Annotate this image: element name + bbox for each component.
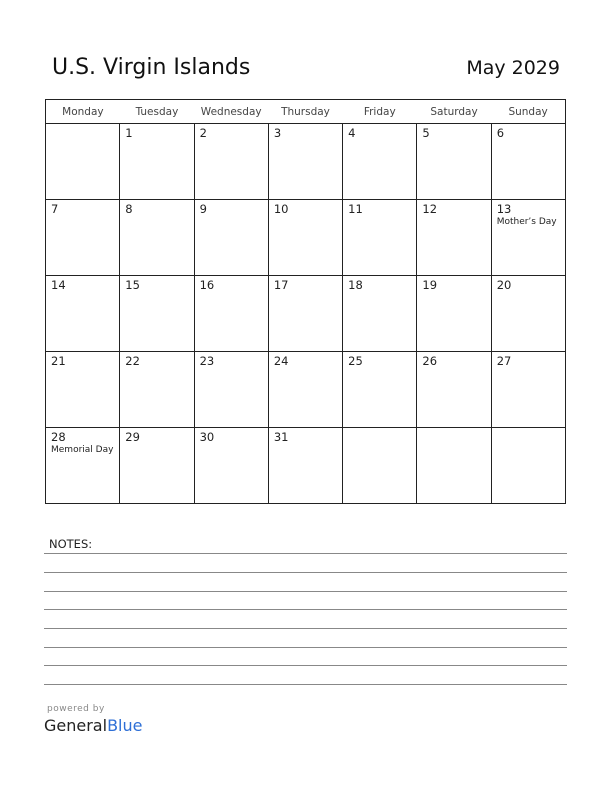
day-cell[interactable]: [343, 276, 417, 352]
day-number: 2: [199, 126, 207, 140]
day-cell[interactable]: [268, 428, 342, 504]
note-line: [44, 591, 567, 592]
day-number: 31: [273, 430, 289, 444]
calendar-title: U.S. Virgin Islands: [52, 55, 251, 80]
calendar-body: [46, 124, 566, 504]
day-number: 26: [422, 354, 438, 368]
day-number: 14: [51, 278, 66, 292]
weekday-header: Sunday: [491, 100, 565, 124]
holiday-label: Mother’s Day: [496, 217, 557, 227]
day-cell[interactable]: [120, 200, 194, 276]
day-cell[interactable]: [268, 352, 342, 428]
day-number: 29: [125, 430, 140, 444]
day-cell[interactable]: [46, 352, 120, 428]
day-number: 5: [422, 126, 430, 140]
day-number: 15: [125, 278, 140, 292]
day-cell[interactable]: [120, 352, 194, 428]
weekday-header: Friday: [343, 100, 417, 124]
day-cell[interactable]: [491, 124, 565, 200]
day-cell[interactable]: [194, 276, 268, 352]
day-number: 18: [348, 278, 363, 292]
day-number: 7: [51, 202, 59, 216]
day-cell[interactable]: [194, 124, 268, 200]
day-number: 11: [348, 202, 363, 216]
day-cell[interactable]: [417, 124, 491, 200]
brand-logo[interactable]: [44, 716, 142, 735]
note-line: [44, 553, 567, 554]
weekday-header: Monday: [46, 100, 120, 124]
week-row: [46, 428, 566, 504]
day-cell[interactable]: [491, 276, 565, 352]
day-cell[interactable]: [491, 428, 565, 504]
day-number: 21: [51, 354, 66, 368]
day-number: 23: [199, 354, 215, 368]
day-cell[interactable]: [491, 352, 565, 428]
day-number: 20: [496, 278, 512, 292]
weekday-header: Saturday: [417, 100, 491, 124]
day-cell[interactable]: [268, 124, 342, 200]
weekday-header: Wednesday: [194, 100, 268, 124]
day-number: 24: [273, 354, 289, 368]
note-line: [44, 647, 567, 648]
day-cell[interactable]: [194, 200, 268, 276]
note-line: [44, 665, 567, 666]
week-row: [46, 200, 566, 276]
day-cell[interactable]: [268, 276, 342, 352]
day-cell[interactable]: [268, 200, 342, 276]
weekday-header: Tuesday: [120, 100, 194, 124]
note-line: [44, 628, 567, 629]
day-cell[interactable]: [46, 124, 120, 200]
day-cell[interactable]: [46, 200, 120, 276]
day-cell[interactable]: [491, 200, 565, 276]
day-cell[interactable]: [417, 276, 491, 352]
day-cell[interactable]: [417, 200, 491, 276]
day-cell[interactable]: [120, 124, 194, 200]
day-number: 19: [422, 278, 438, 292]
day-number: 12: [422, 202, 438, 216]
day-number: 17: [273, 278, 289, 292]
day-number: 9: [199, 202, 207, 216]
day-cell[interactable]: [120, 276, 194, 352]
day-number: 3: [273, 126, 282, 140]
day-cell[interactable]: [343, 352, 417, 428]
weekday-header: Thursday: [268, 100, 342, 124]
day-cell[interactable]: [46, 276, 120, 352]
day-cell[interactable]: [417, 428, 491, 504]
day-number: 27: [496, 354, 512, 368]
day-number: 25: [348, 354, 363, 368]
day-cell[interactable]: [343, 200, 417, 276]
day-number: 1: [125, 126, 133, 140]
day-number: 8: [125, 202, 133, 216]
day-number: 13: [496, 202, 512, 216]
holiday-label: Memorial Day: [51, 445, 114, 455]
day-number: 4: [348, 126, 356, 140]
note-line: [44, 609, 567, 610]
day-number: 30: [199, 430, 215, 444]
day-cell[interactable]: [417, 352, 491, 428]
day-cell[interactable]: [343, 124, 417, 200]
day-number: 22: [125, 354, 140, 368]
month-label: May 2029: [466, 57, 560, 79]
calendar-grid: [45, 99, 566, 504]
week-row: [46, 124, 566, 200]
day-number: 16: [199, 278, 215, 292]
note-line: [44, 572, 567, 573]
notes-label: NOTES:: [49, 537, 93, 551]
day-number: 10: [273, 202, 289, 216]
day-cell[interactable]: [343, 428, 417, 504]
brand-name-blue: Blue: [107, 716, 143, 735]
day-cell[interactable]: [194, 428, 268, 504]
powered-by-text: powered by: [47, 704, 105, 714]
day-number: 28: [51, 430, 66, 444]
day-cell[interactable]: [120, 428, 194, 504]
day-number: 6: [496, 126, 505, 140]
week-row: [46, 352, 566, 428]
note-line: [44, 684, 567, 685]
day-cell[interactable]: [194, 352, 268, 428]
week-row: [46, 276, 566, 352]
brand-name-general: General: [44, 716, 108, 735]
day-cell[interactable]: [46, 428, 120, 504]
weekday-header-row: [46, 100, 566, 124]
